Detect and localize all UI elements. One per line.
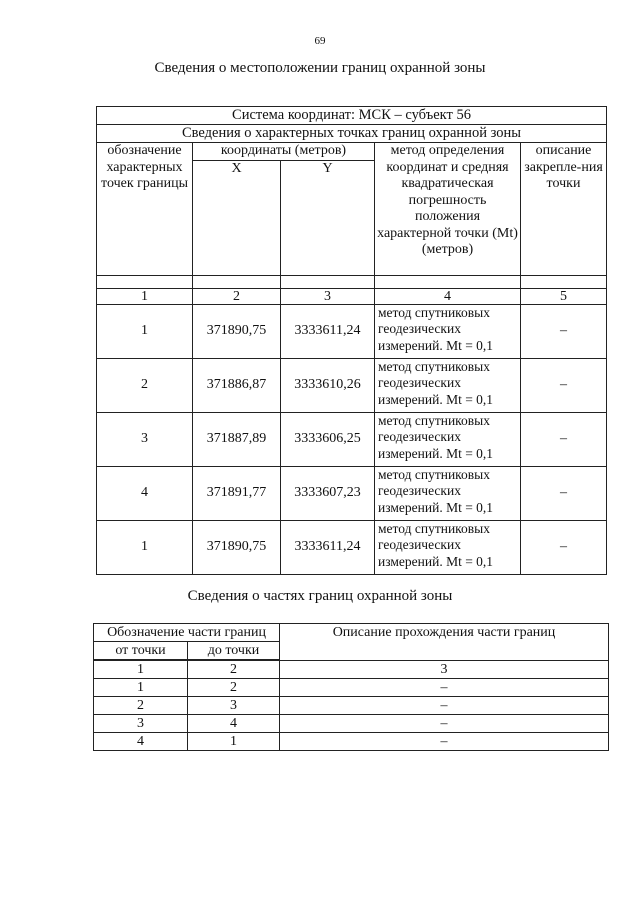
page-number: 69 (314, 35, 326, 47)
method: метод спутниковых геодезических измерений. Mt = 0,1 (375, 466, 521, 520)
header-row (94, 624, 609, 642)
coord-x: 371886,87 (193, 358, 281, 412)
column-number: 4 (375, 288, 521, 304)
coord-x: 371891,77 (193, 466, 281, 520)
part-description: – (280, 715, 609, 733)
point-id: 1 (97, 304, 193, 358)
part-description: – (280, 733, 609, 751)
coord-y: 3333611,24 (281, 304, 375, 358)
boundaries-location-title: Сведения о местоположении границ охранной зоны (154, 60, 486, 76)
column-number: 2 (188, 660, 280, 679)
table-row (97, 412, 607, 466)
subheader-row (97, 125, 607, 143)
from-point: 4 (94, 733, 188, 751)
table-row (94, 715, 609, 733)
point-description: – (521, 304, 607, 358)
coord-y: 3333610,26 (281, 358, 375, 412)
from-point: 3 (94, 715, 188, 733)
to-point: 3 (188, 697, 280, 715)
coord-x: 371890,75 (193, 304, 281, 358)
column-number: 1 (94, 660, 188, 679)
header-row (97, 143, 607, 161)
part-description: – (280, 679, 609, 697)
header-part-description: Описание прохождения части границ (280, 624, 609, 661)
coordinate-system: Система координат: МСК – субъект 56 (97, 107, 607, 125)
boundary-parts-title: Сведения о частях границ охранной зоны (187, 588, 453, 604)
characteristic-points-table (96, 106, 607, 575)
point-id: 2 (97, 358, 193, 412)
coord-x: 371890,75 (193, 520, 281, 574)
method: метод спутниковых геодезических измерений. Mt = 0,1 (375, 520, 521, 574)
table-row (97, 520, 607, 574)
point-description: – (521, 520, 607, 574)
boundary-parts-table (93, 623, 609, 751)
table-row (94, 679, 609, 697)
coord-y: 3333606,25 (281, 412, 375, 466)
header-description: описание закрепле-ния точки (521, 143, 607, 276)
column-number: 3 (281, 288, 375, 304)
column-number: 1 (97, 288, 193, 304)
point-id: 1 (97, 520, 193, 574)
point-id: 4 (97, 466, 193, 520)
table-row (94, 733, 609, 751)
header-to: до точки (188, 642, 280, 661)
table-row (97, 304, 607, 358)
method: метод спутниковых геодезических измерений. Mt = 0,1 (375, 304, 521, 358)
method: метод спутниковых геодезических измерений. Mt = 0,1 (375, 358, 521, 412)
coord-y: 3333611,24 (281, 520, 375, 574)
column-number: 3 (280, 660, 609, 679)
method: метод спутниковых геодезических измерений. Mt = 0,1 (375, 412, 521, 466)
column-number: 5 (521, 288, 607, 304)
to-point: 4 (188, 715, 280, 733)
coordinate-system-row (97, 107, 607, 125)
points-subheader: Сведения о характерных точках границ охранной зоны (97, 125, 607, 143)
header-x: X (193, 160, 281, 275)
header-spacer-row (97, 275, 607, 288)
point-description: – (521, 466, 607, 520)
point-description: – (521, 412, 607, 466)
column-number: 2 (193, 288, 281, 304)
column-numbers-row (97, 288, 607, 304)
header-y: Y (281, 160, 375, 275)
header-part: Обозначение части границ (94, 624, 280, 642)
header-from: от точки (94, 642, 188, 661)
to-point: 2 (188, 679, 280, 697)
header-designation: обозначение характерных точек границы (97, 143, 193, 276)
to-point: 1 (188, 733, 280, 751)
table-row (97, 466, 607, 520)
header-method: метод определения координат и средняя квадратическая погрешность положения характерной точки (Mt) (метров) (375, 143, 521, 276)
table-row (94, 697, 609, 715)
point-description: – (521, 358, 607, 412)
point-id: 3 (97, 412, 193, 466)
from-point: 2 (94, 697, 188, 715)
header-coords: координаты (метров) (193, 143, 375, 161)
coord-x: 371887,89 (193, 412, 281, 466)
coord-y: 3333607,23 (281, 466, 375, 520)
column-numbers-row (94, 660, 609, 679)
table-row (97, 358, 607, 412)
part-description: – (280, 697, 609, 715)
from-point: 1 (94, 679, 188, 697)
